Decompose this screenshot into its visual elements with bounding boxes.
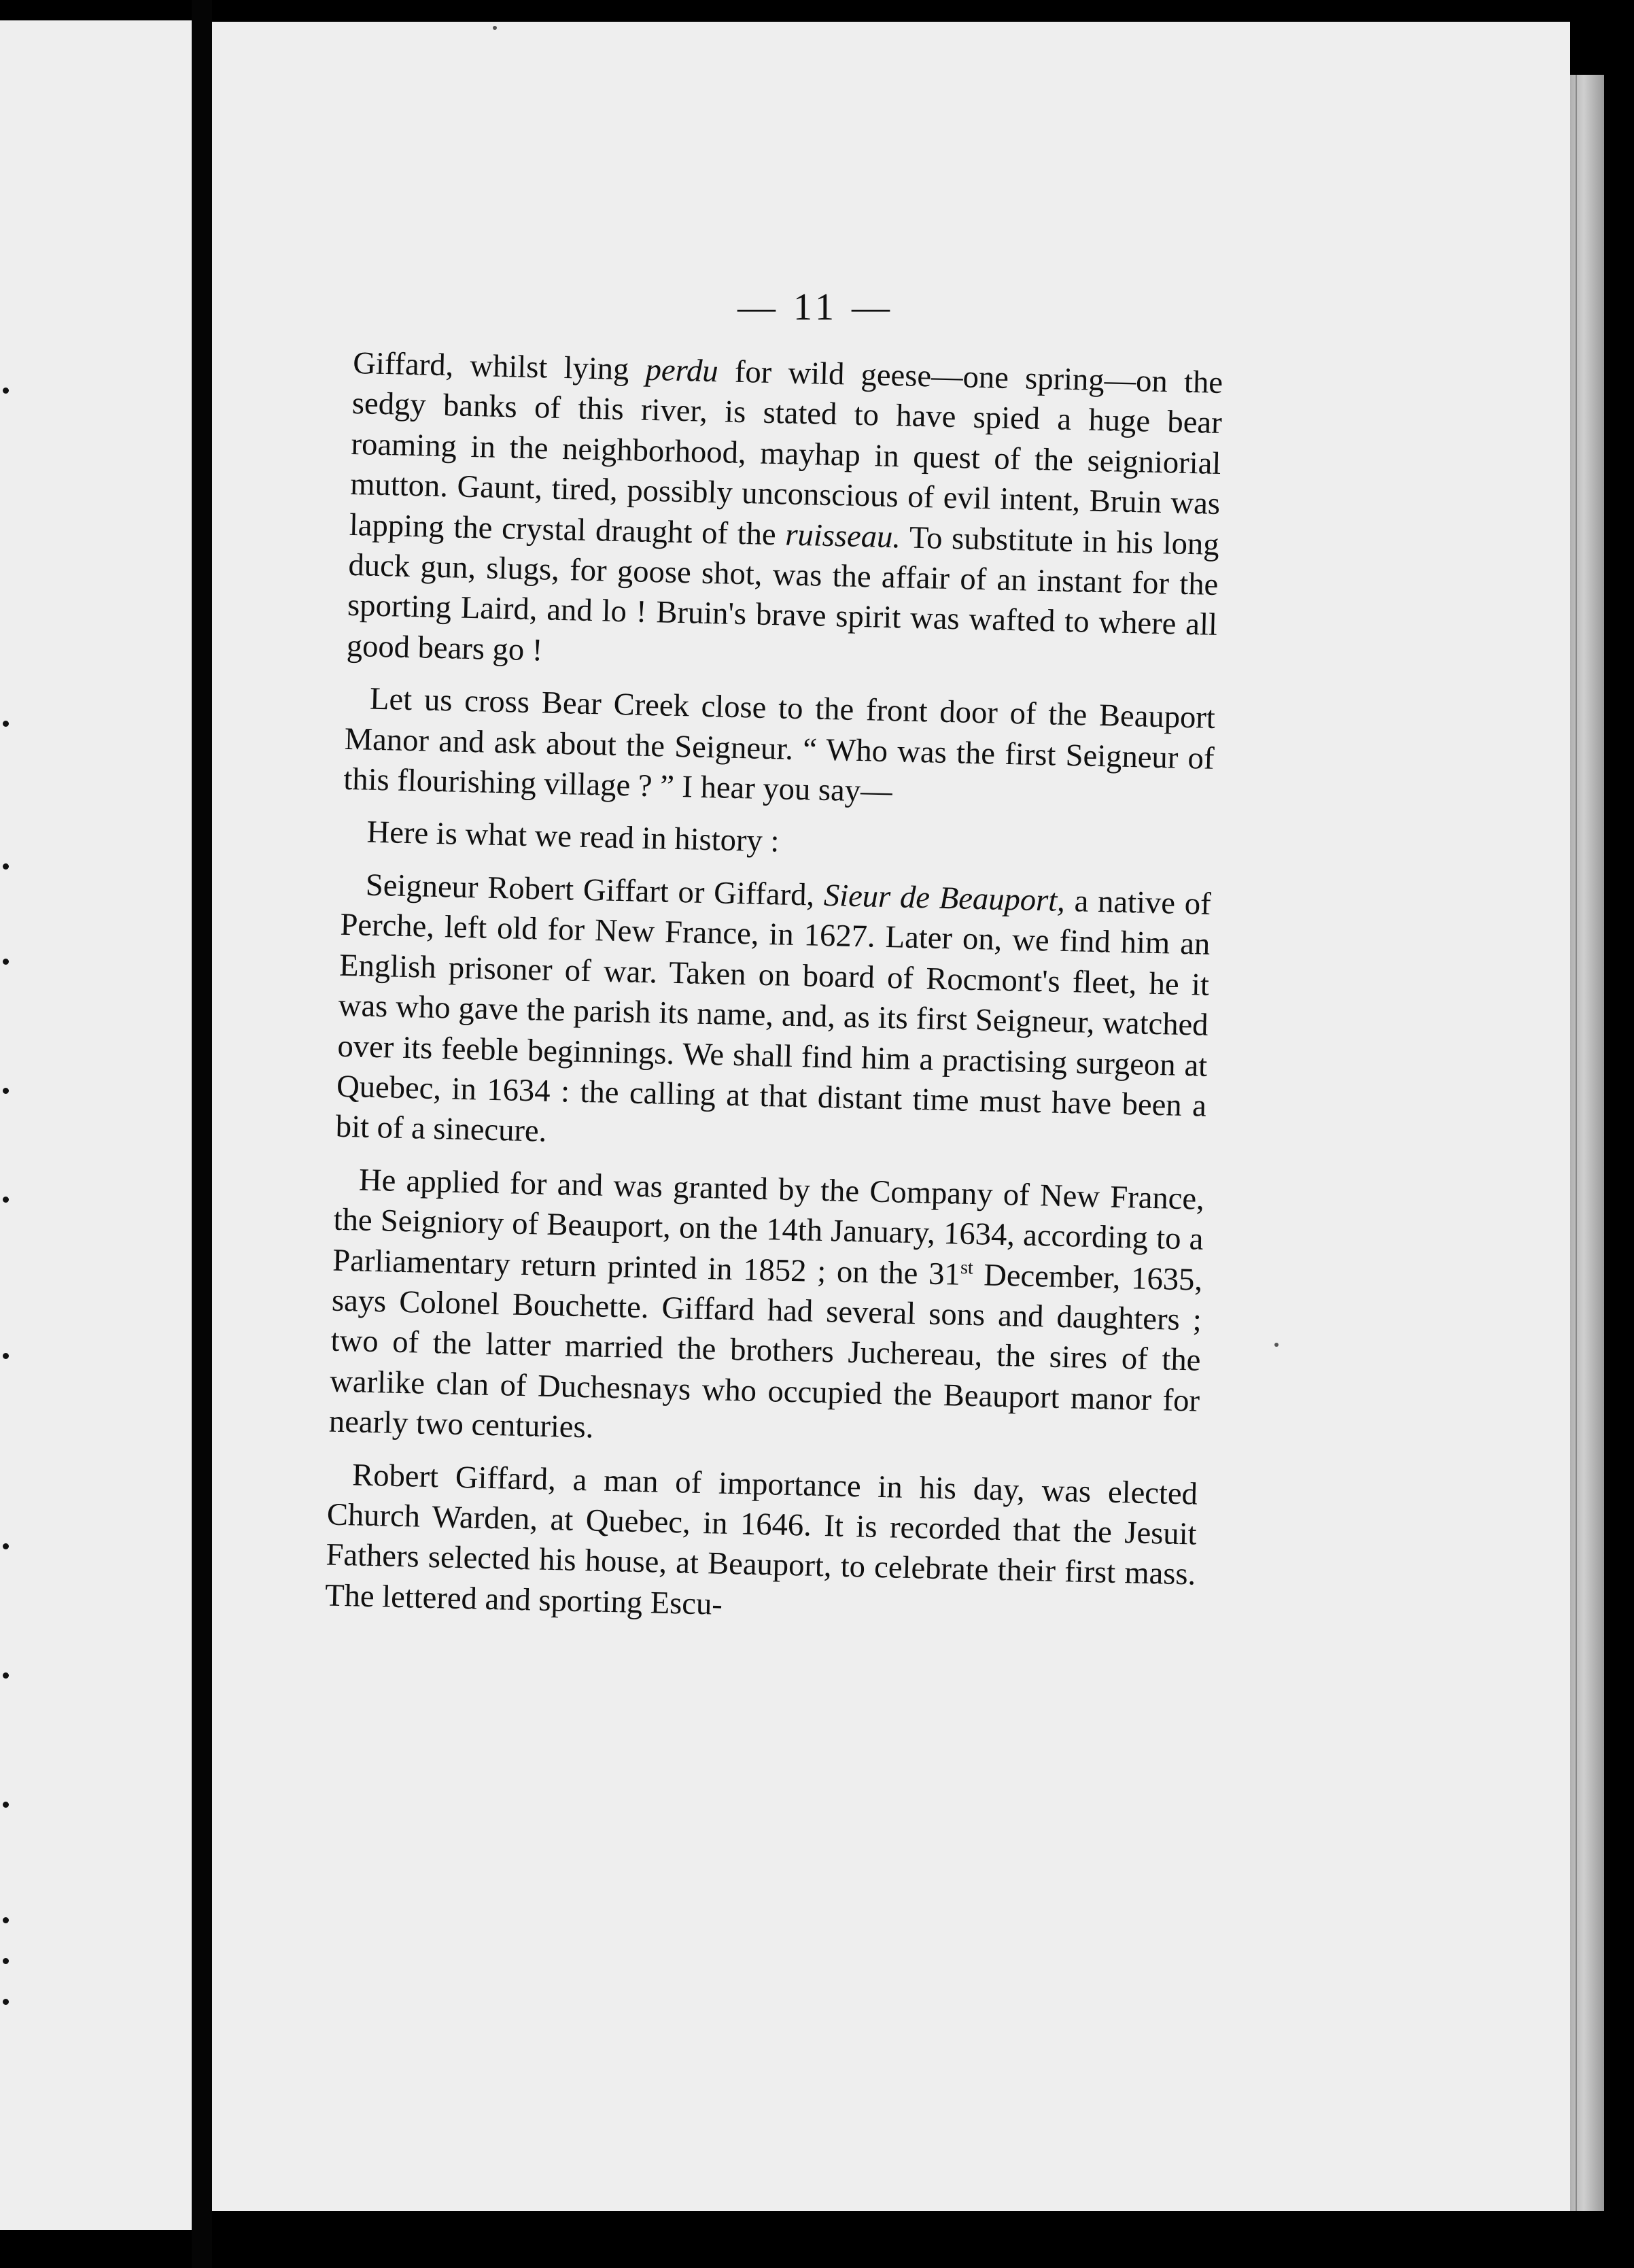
body-text (324, 343, 1223, 1648)
paper-speck (493, 26, 497, 30)
paragraph-bear-creek: Let us cross Bear Creek close to the front door of the Beauport Manor and ask about the Seigneur. “ Who was the first Seigneur of this flourishing village ? ” I hear you say— (343, 681, 1216, 810)
text-run: Giffard, whilst lying (352, 345, 646, 388)
paper-speck (1274, 1343, 1279, 1347)
paragraph-history-intro: Here is what we read in history : (366, 814, 780, 859)
page-stack-edge (1570, 75, 1604, 2211)
text-run: for wild geese—one spring—on the sedgy banks of this river, is stated to have spied a huge bear roaming in the neighborhood, mayhap in quest of the seigniorial mutton. Gaunt, tired, possibly unconscious of evil intent, Bruin was lapping the crystal draught of the (349, 354, 1223, 553)
ordinal-superscript: st (960, 1256, 974, 1279)
italic-title-sieur-de-beauport: Sieur de Beauport, (823, 877, 1066, 918)
page-number: — 11 — (737, 286, 894, 328)
paragraph-giffard-bear (346, 343, 1223, 686)
text-run: a native of Perche, left old for New France, in 1627. Later on, we find him an English prisoner of war. Taken on board of Rocmont's fleet, he it was who gave the parish its name, and, as its first Seigneur, watched over its feeble beginnings. We shall find him a practising surgeon at Quebec, in 1634 : the calling at that distant time must have been a bit of a sinecure. (335, 882, 1212, 1150)
book-gutter (192, 0, 212, 2268)
facing-page-edge (0, 20, 192, 2230)
text-run: He applied for and was granted by the Company of New France, the Seigniory of Beauport, on the 14th January, 1634, according to a Parliamentary return printed in 1852 ; on the 31 (332, 1162, 1205, 1292)
italic-term-perdu: perdu (645, 351, 719, 390)
italic-term-ruisseau: ruisseau. (784, 517, 901, 555)
text-run: December, 1635, says Colonel Bouchette. Giffard had several sons and daughters ; two of the latter married the brothers Juchereau, the sires of the warlike clan of Duchesnays who occupied the Beauport manor for nearly two centuries. (328, 1256, 1203, 1445)
paragraph-robert-giffart (335, 865, 1211, 1167)
paragraph-church-warden: Robert Giffard, a man of importance in his day, was elected Church Warden, at Quebec, in 1646. It is recorded that the Jesuit Fathers selected his house, at Beauport, to celebrate their first mass. The lettered and sporting Escu- (324, 1456, 1198, 1622)
text-run: To substitute in his long duck gun, slugs, for goose shot, was the affair of an instant for the sporting Laird, and lo ! Bruin's brave spirit was wafted to where all good bears go ! (346, 519, 1220, 668)
paragraph-seigniory-grant (328, 1159, 1204, 1462)
facing-page-text-fragments (0, 20, 14, 2230)
text-run: Seigneur Robert Giffart or Giffard, (365, 867, 824, 913)
